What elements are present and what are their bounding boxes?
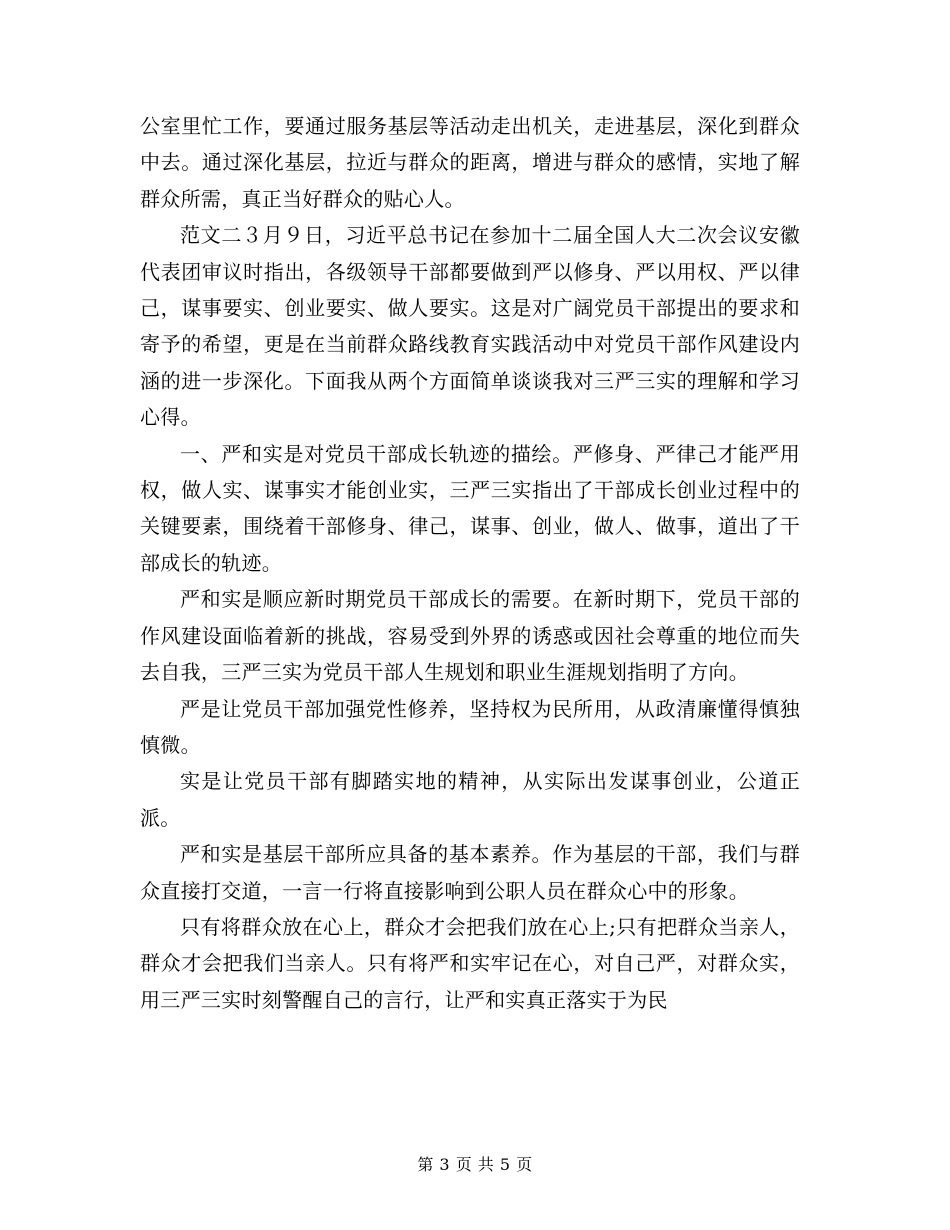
paragraph-8: 只有将群众放在心上，群众才会把我们放在心上;只有把群众当亲人，群众才会把我们当亲人。只有将严和实牢记在心，对自己严，对群众实，用三严三实时刻警醒自己的言行，让严和实真正落实于为民 <box>140 914 800 1012</box>
paragraph-4: 严和实是顺应新时期党员干部成长的需要。在新时期下，党员干部的作风建设面临着新的挑战，容易受到外界的诱惑或因社会尊重的地位而失去自我，三严三实为党员干部人生规划和职业生涯规划指明了方向。 <box>140 587 800 685</box>
page-number-footer: 第 3 页 共 5 页 <box>417 1155 533 1174</box>
paragraph-5: 严是让党员干部加强党性修养，坚持权为民所用，从政清廉懂得慎独慎微。 <box>140 696 800 757</box>
paragraph-7: 严和实是基层干部所应具备的基本素养。作为基层的干部，我们与群众直接打交道，一言一行将直接影响到公职人员在群众心中的形象。 <box>140 842 800 903</box>
document-body <box>140 108 800 1018</box>
paragraph-1: 公室里忙工作，要通过服务基层等活动走出机关，走进基层，深化到群众中去。通过深化基层，拉近与群众的距离，增进与群众的感情，实地了解群众所需，真正当好群众的贴心人。 <box>140 114 800 211</box>
paragraph-3: 一、严和实是对党员干部成长轨迹的描绘。严修身、严律己才能严用权，做人实、谋事实才能创业实，三严三实指出了干部成长创业过程中的关键要素，围绕着干部修身、律己，谋事、创业，做人、做事，道出了干部成长的轨迹。 <box>140 441 800 575</box>
paragraph-2: 范文二３月９日，习近平总书记在参加十二届全国人大二次会议安徽代表团审议时指出，各级领导干部都要做到严以修身、严以用权、严以律己，谋事要实、创业要实、做人要实。这是对广阔党员干部提出的要求和寄予的希望，更是在当前群众路线教育实践活动中对党员干部作风建设内涵的进一步深化。下面我从两个方面简单谈谈我对三严三实的理解和学习心得。 <box>140 223 800 430</box>
paragraph-6: 实是让党员干部有脚踏实地的精神，从实际出发谋事创业，公道正派。 <box>140 769 800 830</box>
